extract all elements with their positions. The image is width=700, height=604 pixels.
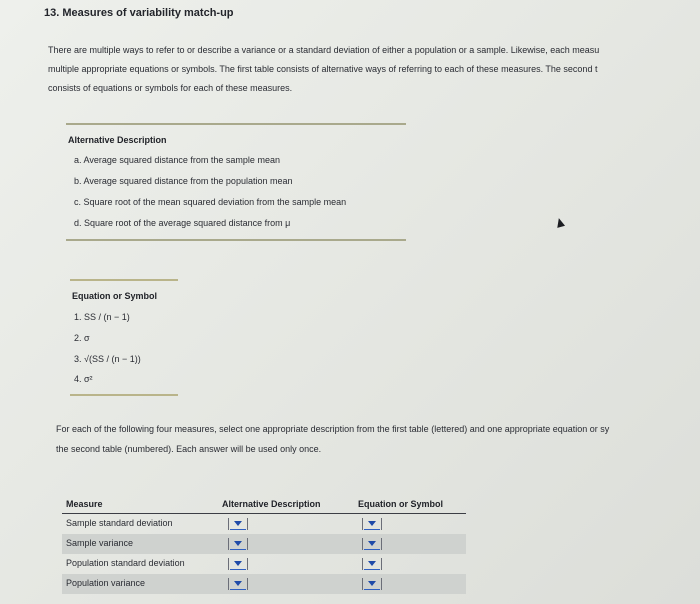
alt-item-a: a. Average squared distance from the sample mean [74, 155, 280, 165]
measures-table [62, 495, 466, 594]
table-row [62, 574, 466, 594]
alt-table-header: Alternative Description [68, 135, 167, 145]
eq-item-2: 2. σ [74, 333, 90, 343]
table-divider [70, 279, 178, 281]
chevron-down-icon [368, 561, 376, 566]
question-title: 13. Measures of variability match-up [44, 7, 234, 19]
alt-description-dropdown[interactable] [227, 577, 249, 590]
table-divider [70, 394, 178, 396]
measure-label: Population standard deviation [66, 558, 185, 568]
equation-dropdown[interactable] [361, 557, 383, 570]
equation-dropdown[interactable] [361, 517, 383, 530]
alt-item-d: d. Square root of the average squared distance from μ [74, 218, 291, 228]
alt-item-b: b. Average squared distance from the population mean [74, 176, 293, 186]
alt-description-dropdown[interactable] [227, 537, 249, 550]
measure-label: Sample variance [66, 538, 134, 548]
cursor-arrow-icon [555, 217, 565, 228]
eq-item-3: 3. √(SS / (n − 1)) [74, 354, 141, 364]
table-row [62, 514, 466, 534]
alt-column-header: Alternative Description [222, 499, 321, 509]
intro-line: consists of equations or symbols for each of these measures. [48, 83, 293, 93]
eq-table-header: Equation or Symbol [72, 291, 158, 301]
measure-label: Population variance [66, 578, 146, 588]
measure-label: Sample standard deviation [66, 518, 173, 528]
table-divider [66, 239, 406, 241]
chevron-down-icon [368, 521, 376, 526]
measure-column-header: Measure [66, 499, 103, 509]
chevron-down-icon [368, 581, 376, 586]
instructions-line: For each of the following four measures, select one appropriate description from the first table (lettered) and one appropriate equation or sy [56, 424, 610, 434]
instructions-line: the second table (numbered). Each answer will be used only once. [56, 444, 322, 454]
chevron-down-icon [234, 521, 242, 526]
intro-line: multiple appropriate equations or symbols. The first table consists of alternative ways of referring to each of these measures. The second t [48, 64, 598, 74]
alt-item-c: c. Square root of the mean squared deviation from the sample mean [74, 197, 347, 207]
chevron-down-icon [234, 561, 242, 566]
table-divider [66, 123, 406, 125]
chevron-down-icon [368, 541, 376, 546]
equation-dropdown[interactable] [361, 537, 383, 550]
intro-line: There are multiple ways to refer to or describe a variance or a standard deviation of either a population or a sample. Likewise, each measu [48, 45, 600, 55]
measures-header-row [62, 495, 466, 513]
alt-description-dropdown[interactable] [227, 517, 249, 530]
eq-column-header: Equation or Symbol [358, 499, 444, 509]
intro-paragraph [48, 41, 700, 98]
equation-dropdown[interactable] [361, 577, 383, 590]
table-row [62, 554, 466, 574]
eq-item-4: 4. σ² [74, 374, 93, 384]
chevron-down-icon [234, 541, 242, 546]
alt-description-dropdown[interactable] [227, 557, 249, 570]
eq-item-1: 1. SS / (n − 1) [74, 312, 130, 322]
table-row [62, 534, 466, 554]
chevron-down-icon [234, 581, 242, 586]
instructions-paragraph [56, 419, 700, 459]
